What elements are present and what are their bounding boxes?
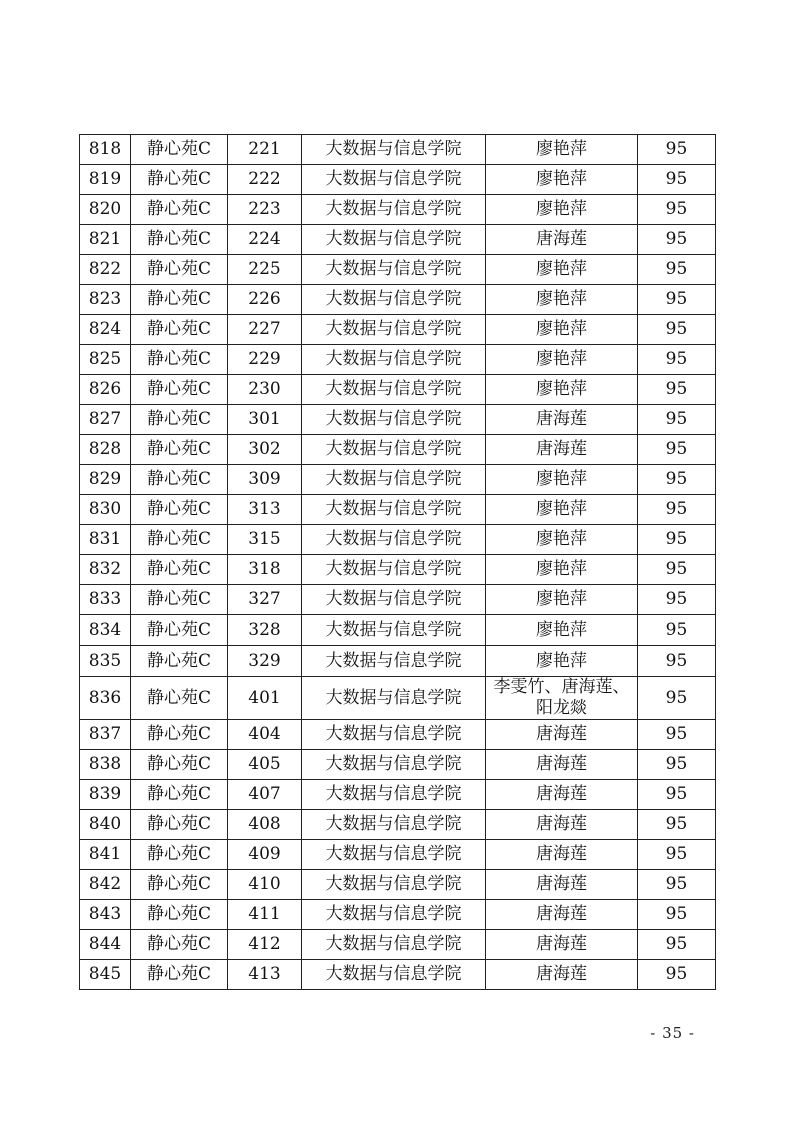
college-cell: 大数据与信息学院	[302, 840, 486, 870]
row-number: 838	[80, 750, 131, 780]
inspector-cell: 廖艳萍	[486, 165, 638, 195]
room-cell: 223	[228, 195, 302, 225]
room-cell: 409	[228, 840, 302, 870]
table-row	[80, 615, 716, 646]
inspector-cell: 唐海莲	[486, 900, 638, 930]
inspector-cell: 廖艳萍	[486, 525, 638, 555]
inspector-cell: 唐海莲	[486, 405, 638, 435]
building-cell: 静心苑C	[131, 646, 228, 677]
score-cell: 95	[638, 255, 716, 285]
page-number: - 35 -	[650, 1024, 695, 1042]
room-cell: 401	[228, 677, 302, 720]
score-cell: 95	[638, 375, 716, 405]
table-row	[80, 646, 716, 677]
inspector-cell: 唐海莲	[486, 435, 638, 465]
room-cell: 413	[228, 960, 302, 990]
room-cell: 309	[228, 465, 302, 495]
room-cell: 318	[228, 555, 302, 585]
building-cell: 静心苑C	[131, 585, 228, 615]
room-cell: 405	[228, 750, 302, 780]
room-cell: 328	[228, 615, 302, 646]
inspector-cell: 廖艳萍	[486, 615, 638, 646]
inspector-cell: 廖艳萍	[486, 315, 638, 345]
inspector-cell: 唐海莲	[486, 225, 638, 255]
building-cell: 静心苑C	[131, 555, 228, 585]
room-cell: 404	[228, 720, 302, 750]
table-row	[80, 750, 716, 780]
table-row	[80, 677, 716, 720]
college-cell: 大数据与信息学院	[302, 345, 486, 375]
college-cell: 大数据与信息学院	[302, 720, 486, 750]
row-number: 843	[80, 900, 131, 930]
row-number: 822	[80, 255, 131, 285]
college-cell: 大数据与信息学院	[302, 405, 486, 435]
building-cell: 静心苑C	[131, 195, 228, 225]
score-cell: 95	[638, 900, 716, 930]
college-cell: 大数据与信息学院	[302, 615, 486, 646]
college-cell: 大数据与信息学院	[302, 285, 486, 315]
room-cell: 410	[228, 870, 302, 900]
room-cell: 229	[228, 345, 302, 375]
inspector-cell: 唐海莲	[486, 720, 638, 750]
row-number: 834	[80, 615, 131, 646]
room-cell: 327	[228, 585, 302, 615]
inspector-cell: 廖艳萍	[486, 495, 638, 525]
table-row	[80, 585, 716, 615]
row-number: 828	[80, 435, 131, 465]
building-cell: 静心苑C	[131, 840, 228, 870]
row-number: 840	[80, 810, 131, 840]
inspector-cell: 廖艳萍	[486, 375, 638, 405]
inspector-cell: 廖艳萍	[486, 285, 638, 315]
row-number: 841	[80, 840, 131, 870]
building-cell: 静心苑C	[131, 870, 228, 900]
table-row	[80, 930, 716, 960]
table-row	[80, 555, 716, 585]
score-cell: 95	[638, 435, 716, 465]
score-cell: 95	[638, 677, 716, 720]
score-cell: 95	[638, 810, 716, 840]
score-cell: 95	[638, 315, 716, 345]
row-number: 835	[80, 646, 131, 677]
inspector-cell: 唐海莲	[486, 780, 638, 810]
table-row	[80, 225, 716, 255]
building-cell: 静心苑C	[131, 255, 228, 285]
room-cell: 301	[228, 405, 302, 435]
room-cell: 224	[228, 225, 302, 255]
room-cell: 407	[228, 780, 302, 810]
table-row	[80, 465, 716, 495]
score-cell: 95	[638, 615, 716, 646]
score-cell: 95	[638, 465, 716, 495]
building-cell: 静心苑C	[131, 900, 228, 930]
college-cell: 大数据与信息学院	[302, 585, 486, 615]
building-cell: 静心苑C	[131, 315, 228, 345]
table-row	[80, 345, 716, 375]
college-cell: 大数据与信息学院	[302, 780, 486, 810]
score-cell: 95	[638, 930, 716, 960]
score-cell: 95	[638, 405, 716, 435]
inspector-cell: 廖艳萍	[486, 646, 638, 677]
score-cell: 95	[638, 285, 716, 315]
room-cell: 313	[228, 495, 302, 525]
row-number: 823	[80, 285, 131, 315]
row-number: 842	[80, 870, 131, 900]
row-number: 844	[80, 930, 131, 960]
dormitory-score-table-container	[79, 134, 715, 990]
building-cell: 静心苑C	[131, 930, 228, 960]
building-cell: 静心苑C	[131, 750, 228, 780]
college-cell: 大数据与信息学院	[302, 677, 486, 720]
room-cell: 227	[228, 315, 302, 345]
row-number: 826	[80, 375, 131, 405]
room-cell: 226	[228, 285, 302, 315]
building-cell: 静心苑C	[131, 405, 228, 435]
inspector-line: 李雯竹、唐海莲、	[493, 677, 630, 697]
room-cell: 221	[228, 135, 302, 165]
building-cell: 静心苑C	[131, 345, 228, 375]
room-cell: 225	[228, 255, 302, 285]
row-number: 836	[80, 677, 131, 720]
room-cell: 411	[228, 900, 302, 930]
row-number: 832	[80, 555, 131, 585]
college-cell: 大数据与信息学院	[302, 255, 486, 285]
score-cell: 95	[638, 135, 716, 165]
table-row	[80, 900, 716, 930]
building-cell: 静心苑C	[131, 525, 228, 555]
row-number: 820	[80, 195, 131, 225]
score-cell: 95	[638, 585, 716, 615]
building-cell: 静心苑C	[131, 960, 228, 990]
table-row	[80, 840, 716, 870]
table-row	[80, 285, 716, 315]
room-cell: 329	[228, 646, 302, 677]
room-cell: 315	[228, 525, 302, 555]
row-number: 819	[80, 165, 131, 195]
row-number: 818	[80, 135, 131, 165]
building-cell: 静心苑C	[131, 720, 228, 750]
college-cell: 大数据与信息学院	[302, 870, 486, 900]
inspector-cell: 廖艳萍	[486, 465, 638, 495]
score-cell: 95	[638, 195, 716, 225]
row-number: 827	[80, 405, 131, 435]
score-cell: 95	[638, 750, 716, 780]
inspector-cell: 廖艳萍	[486, 255, 638, 285]
college-cell: 大数据与信息学院	[302, 225, 486, 255]
college-cell: 大数据与信息学院	[302, 900, 486, 930]
building-cell: 静心苑C	[131, 285, 228, 315]
row-number: 839	[80, 780, 131, 810]
college-cell: 大数据与信息学院	[302, 646, 486, 677]
college-cell: 大数据与信息学院	[302, 525, 486, 555]
table-row	[80, 720, 716, 750]
table-row	[80, 435, 716, 465]
table-row	[80, 255, 716, 285]
college-cell: 大数据与信息学院	[302, 810, 486, 840]
score-cell: 95	[638, 495, 716, 525]
building-cell: 静心苑C	[131, 225, 228, 255]
row-number: 829	[80, 465, 131, 495]
inspector-cell: 唐海莲	[486, 840, 638, 870]
building-cell: 静心苑C	[131, 135, 228, 165]
inspector-cell: 廖艳萍	[486, 135, 638, 165]
college-cell: 大数据与信息学院	[302, 315, 486, 345]
score-cell: 95	[638, 555, 716, 585]
score-cell: 95	[638, 345, 716, 375]
table-row	[80, 405, 716, 435]
score-cell: 95	[638, 720, 716, 750]
row-number: 830	[80, 495, 131, 525]
row-number: 831	[80, 525, 131, 555]
score-cell: 95	[638, 960, 716, 990]
college-cell: 大数据与信息学院	[302, 135, 486, 165]
row-number: 837	[80, 720, 131, 750]
score-cell: 95	[638, 646, 716, 677]
inspector-cell: 唐海莲	[486, 870, 638, 900]
score-cell: 95	[638, 225, 716, 255]
table-row	[80, 780, 716, 810]
score-cell: 95	[638, 525, 716, 555]
table-row	[80, 495, 716, 525]
table-row	[80, 165, 716, 195]
building-cell: 静心苑C	[131, 495, 228, 525]
college-cell: 大数据与信息学院	[302, 165, 486, 195]
college-cell: 大数据与信息学院	[302, 435, 486, 465]
college-cell: 大数据与信息学院	[302, 495, 486, 525]
inspector-cell: 唐海莲	[486, 810, 638, 840]
table-row	[80, 525, 716, 555]
score-cell: 95	[638, 165, 716, 195]
college-cell: 大数据与信息学院	[302, 375, 486, 405]
building-cell: 静心苑C	[131, 677, 228, 720]
row-number: 825	[80, 345, 131, 375]
building-cell: 静心苑C	[131, 165, 228, 195]
row-number: 845	[80, 960, 131, 990]
room-cell: 412	[228, 930, 302, 960]
building-cell: 静心苑C	[131, 810, 228, 840]
row-number: 821	[80, 225, 131, 255]
building-cell: 静心苑C	[131, 465, 228, 495]
room-cell: 408	[228, 810, 302, 840]
inspector-line: 阳龙燚	[536, 698, 587, 718]
score-cell: 95	[638, 870, 716, 900]
inspector-cell: 唐海莲	[486, 750, 638, 780]
building-cell: 静心苑C	[131, 435, 228, 465]
building-cell: 静心苑C	[131, 780, 228, 810]
table-row	[80, 960, 716, 990]
table-row	[80, 195, 716, 225]
inspector-cell: 廖艳萍	[486, 195, 638, 225]
room-cell: 302	[228, 435, 302, 465]
dormitory-score-table	[79, 134, 716, 990]
table-row	[80, 870, 716, 900]
college-cell: 大数据与信息学院	[302, 750, 486, 780]
building-cell: 静心苑C	[131, 615, 228, 646]
inspector-cell: 廖艳萍	[486, 555, 638, 585]
room-cell: 230	[228, 375, 302, 405]
college-cell: 大数据与信息学院	[302, 465, 486, 495]
table-row	[80, 375, 716, 405]
score-cell: 95	[638, 840, 716, 870]
inspector-cell	[486, 677, 638, 720]
college-cell: 大数据与信息学院	[302, 555, 486, 585]
college-cell: 大数据与信息学院	[302, 960, 486, 990]
room-cell: 222	[228, 165, 302, 195]
building-cell: 静心苑C	[131, 375, 228, 405]
inspector-cell: 唐海莲	[486, 930, 638, 960]
table-row	[80, 315, 716, 345]
score-cell: 95	[638, 780, 716, 810]
inspector-cell: 唐海莲	[486, 960, 638, 990]
inspector-cell: 廖艳萍	[486, 345, 638, 375]
table-row	[80, 135, 716, 165]
college-cell: 大数据与信息学院	[302, 195, 486, 225]
row-number: 833	[80, 585, 131, 615]
inspector-cell: 廖艳萍	[486, 585, 638, 615]
row-number: 824	[80, 315, 131, 345]
college-cell: 大数据与信息学院	[302, 930, 486, 960]
table-row	[80, 810, 716, 840]
